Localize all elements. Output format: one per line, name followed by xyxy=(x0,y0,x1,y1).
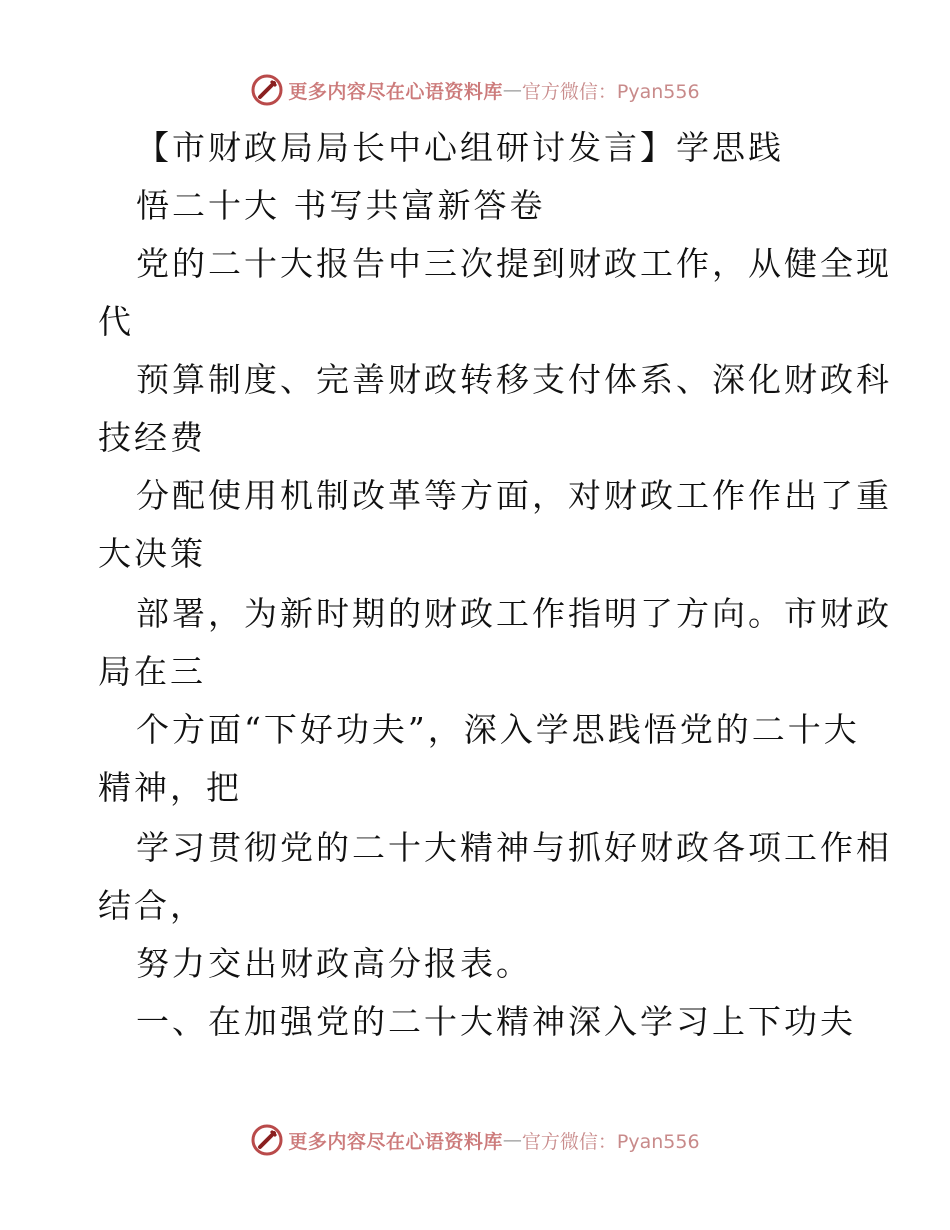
body-line: 党的二十大报告中三次提到财政工作，从健全现 xyxy=(136,244,892,283)
body-line: 精神，把 xyxy=(98,768,242,807)
watermark-text: 更多内容尽在心语资料库 xyxy=(288,1130,503,1153)
body-line: 个方面“下好功夫”，深入学思践悟党的二十大 xyxy=(136,710,860,749)
body-line: 大决策 xyxy=(98,534,206,573)
body-line: 结合， xyxy=(98,886,206,925)
title-line-2: 悟二十大 书写共富新答卷 xyxy=(136,186,546,225)
body-line: 分配使用机制改革等方面，对财政工作作出了重 xyxy=(136,476,892,515)
watermark-separator: — xyxy=(502,79,522,101)
title-line-1: 【市财政局局长中心组研讨发言】学思践 xyxy=(136,128,784,167)
body-line: 局在三 xyxy=(98,652,206,691)
header-watermark xyxy=(0,70,950,110)
watermark-separator: — xyxy=(502,1129,522,1151)
section-heading: 一、在加强党的二十大精神深入学习上下功夫 xyxy=(136,1002,856,1041)
logo-icon xyxy=(250,73,284,107)
footer-watermark xyxy=(0,1120,950,1160)
watermark-text: 更多内容尽在心语资料库 xyxy=(288,80,503,103)
logo-icon xyxy=(250,1123,284,1157)
body-line: 技经费 xyxy=(98,418,206,457)
body-line: 努力交出财政高分报表。 xyxy=(136,944,532,983)
watermark-contact: 官方微信：Pyan556 xyxy=(521,80,700,103)
watermark-contact: 官方微信：Pyan556 xyxy=(521,1130,700,1153)
body-line: 部署，为新时期的财政工作指明了方向。市财政 xyxy=(136,594,892,633)
body-line: 代 xyxy=(98,302,134,341)
body-line: 学习贯彻党的二十大精神与抓好财政各项工作相 xyxy=(136,828,892,867)
body-line: 预算制度、完善财政转移支付体系、深化财政科 xyxy=(136,360,892,399)
